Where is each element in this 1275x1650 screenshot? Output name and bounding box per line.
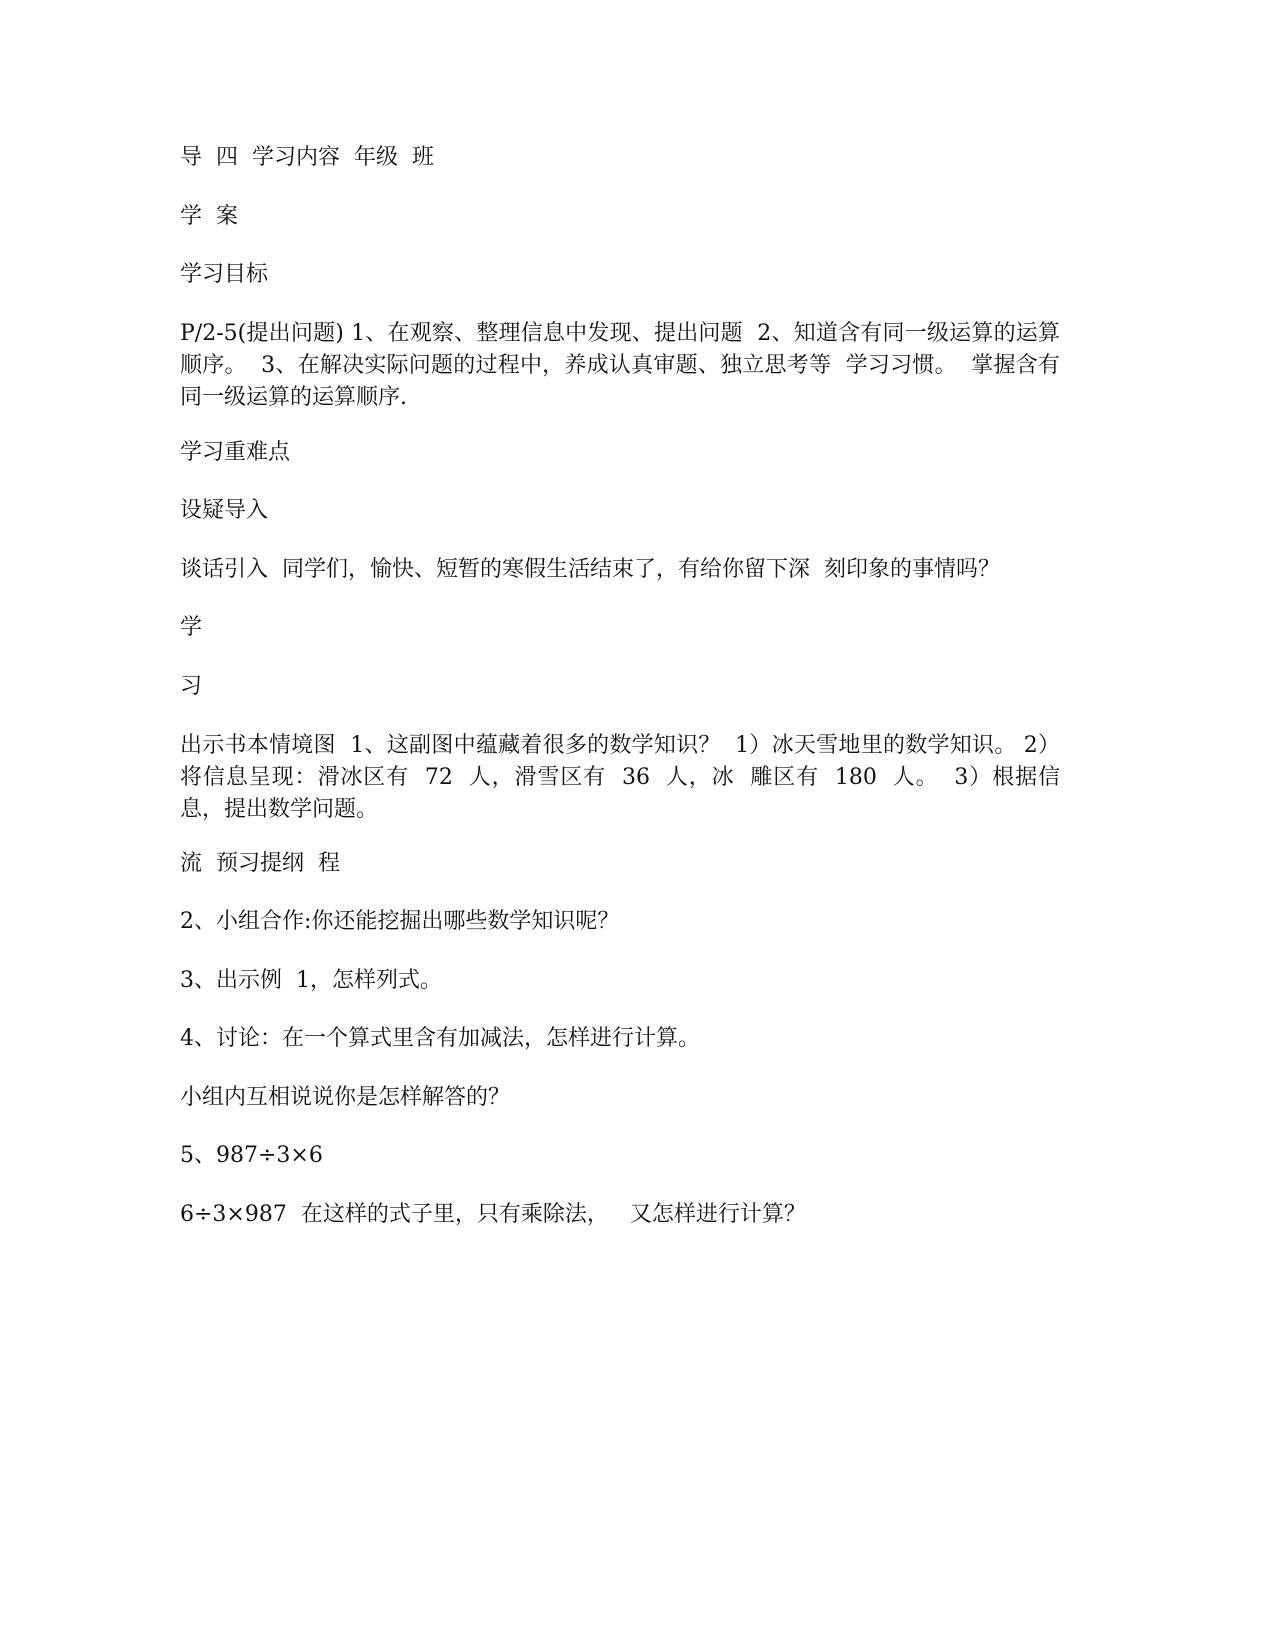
subheading-line: 学 案 xyxy=(180,204,238,229)
item-6: 6÷3×987 在这样的式子里，只有乘除法， 又怎样进行计算？ xyxy=(180,1202,806,1227)
item-3: 3、出示例 1，怎样列式。 xyxy=(180,968,442,993)
section-title-intro: 设疑导入 xyxy=(180,498,269,523)
section-title-goals: 学习目标 xyxy=(180,262,269,287)
label-xi: 习 xyxy=(180,674,203,699)
situation-paragraph: 出示书本情境图 1、这副图中蕴藏着很多的数学知识？ 1）冰天雪地里的数学知识。 2）将信息呈现：滑冰区有 72 人，滑雪区有 36 人，冰 雕区有 180 人。 3）根据信息，提出数学问题。 xyxy=(180,733,1060,822)
document-page xyxy=(180,0,1060,1650)
intro-paragraph: 谈话引入 同学们，愉快、短暂的寒假生活结束了，有给你留下深 刻印象的事情吗？ xyxy=(180,557,1000,582)
section-title-key-points: 学习重难点 xyxy=(180,440,291,465)
section-title-outline: 流 预习提纲 程 xyxy=(180,851,340,876)
label-xue: 学 xyxy=(180,615,203,640)
heading-line: 导 四 学习内容 年级 班 xyxy=(180,145,434,170)
goals-paragraph: P/2-5(提出问题) 1、在观察、整理信息中发现、提出问题 2、知道含有同一级运算的运算顺序。 3、在解决实际问题的过程中，养成认真审题、独立思考等 学习习惯。 掌握含有同一级运算的运算顺序. xyxy=(180,321,1060,410)
item-5: 5、987÷3×6 xyxy=(180,1143,323,1168)
item-2: 2、小组合作:你还能挖掘出哪些数学知识呢？ xyxy=(180,909,620,934)
group-discussion-line: 小组内互相说说你是怎样解答的？ xyxy=(180,1085,511,1110)
item-4: 4、讨论：在一个算式里含有加减法，怎样进行计算。 xyxy=(180,1026,700,1051)
